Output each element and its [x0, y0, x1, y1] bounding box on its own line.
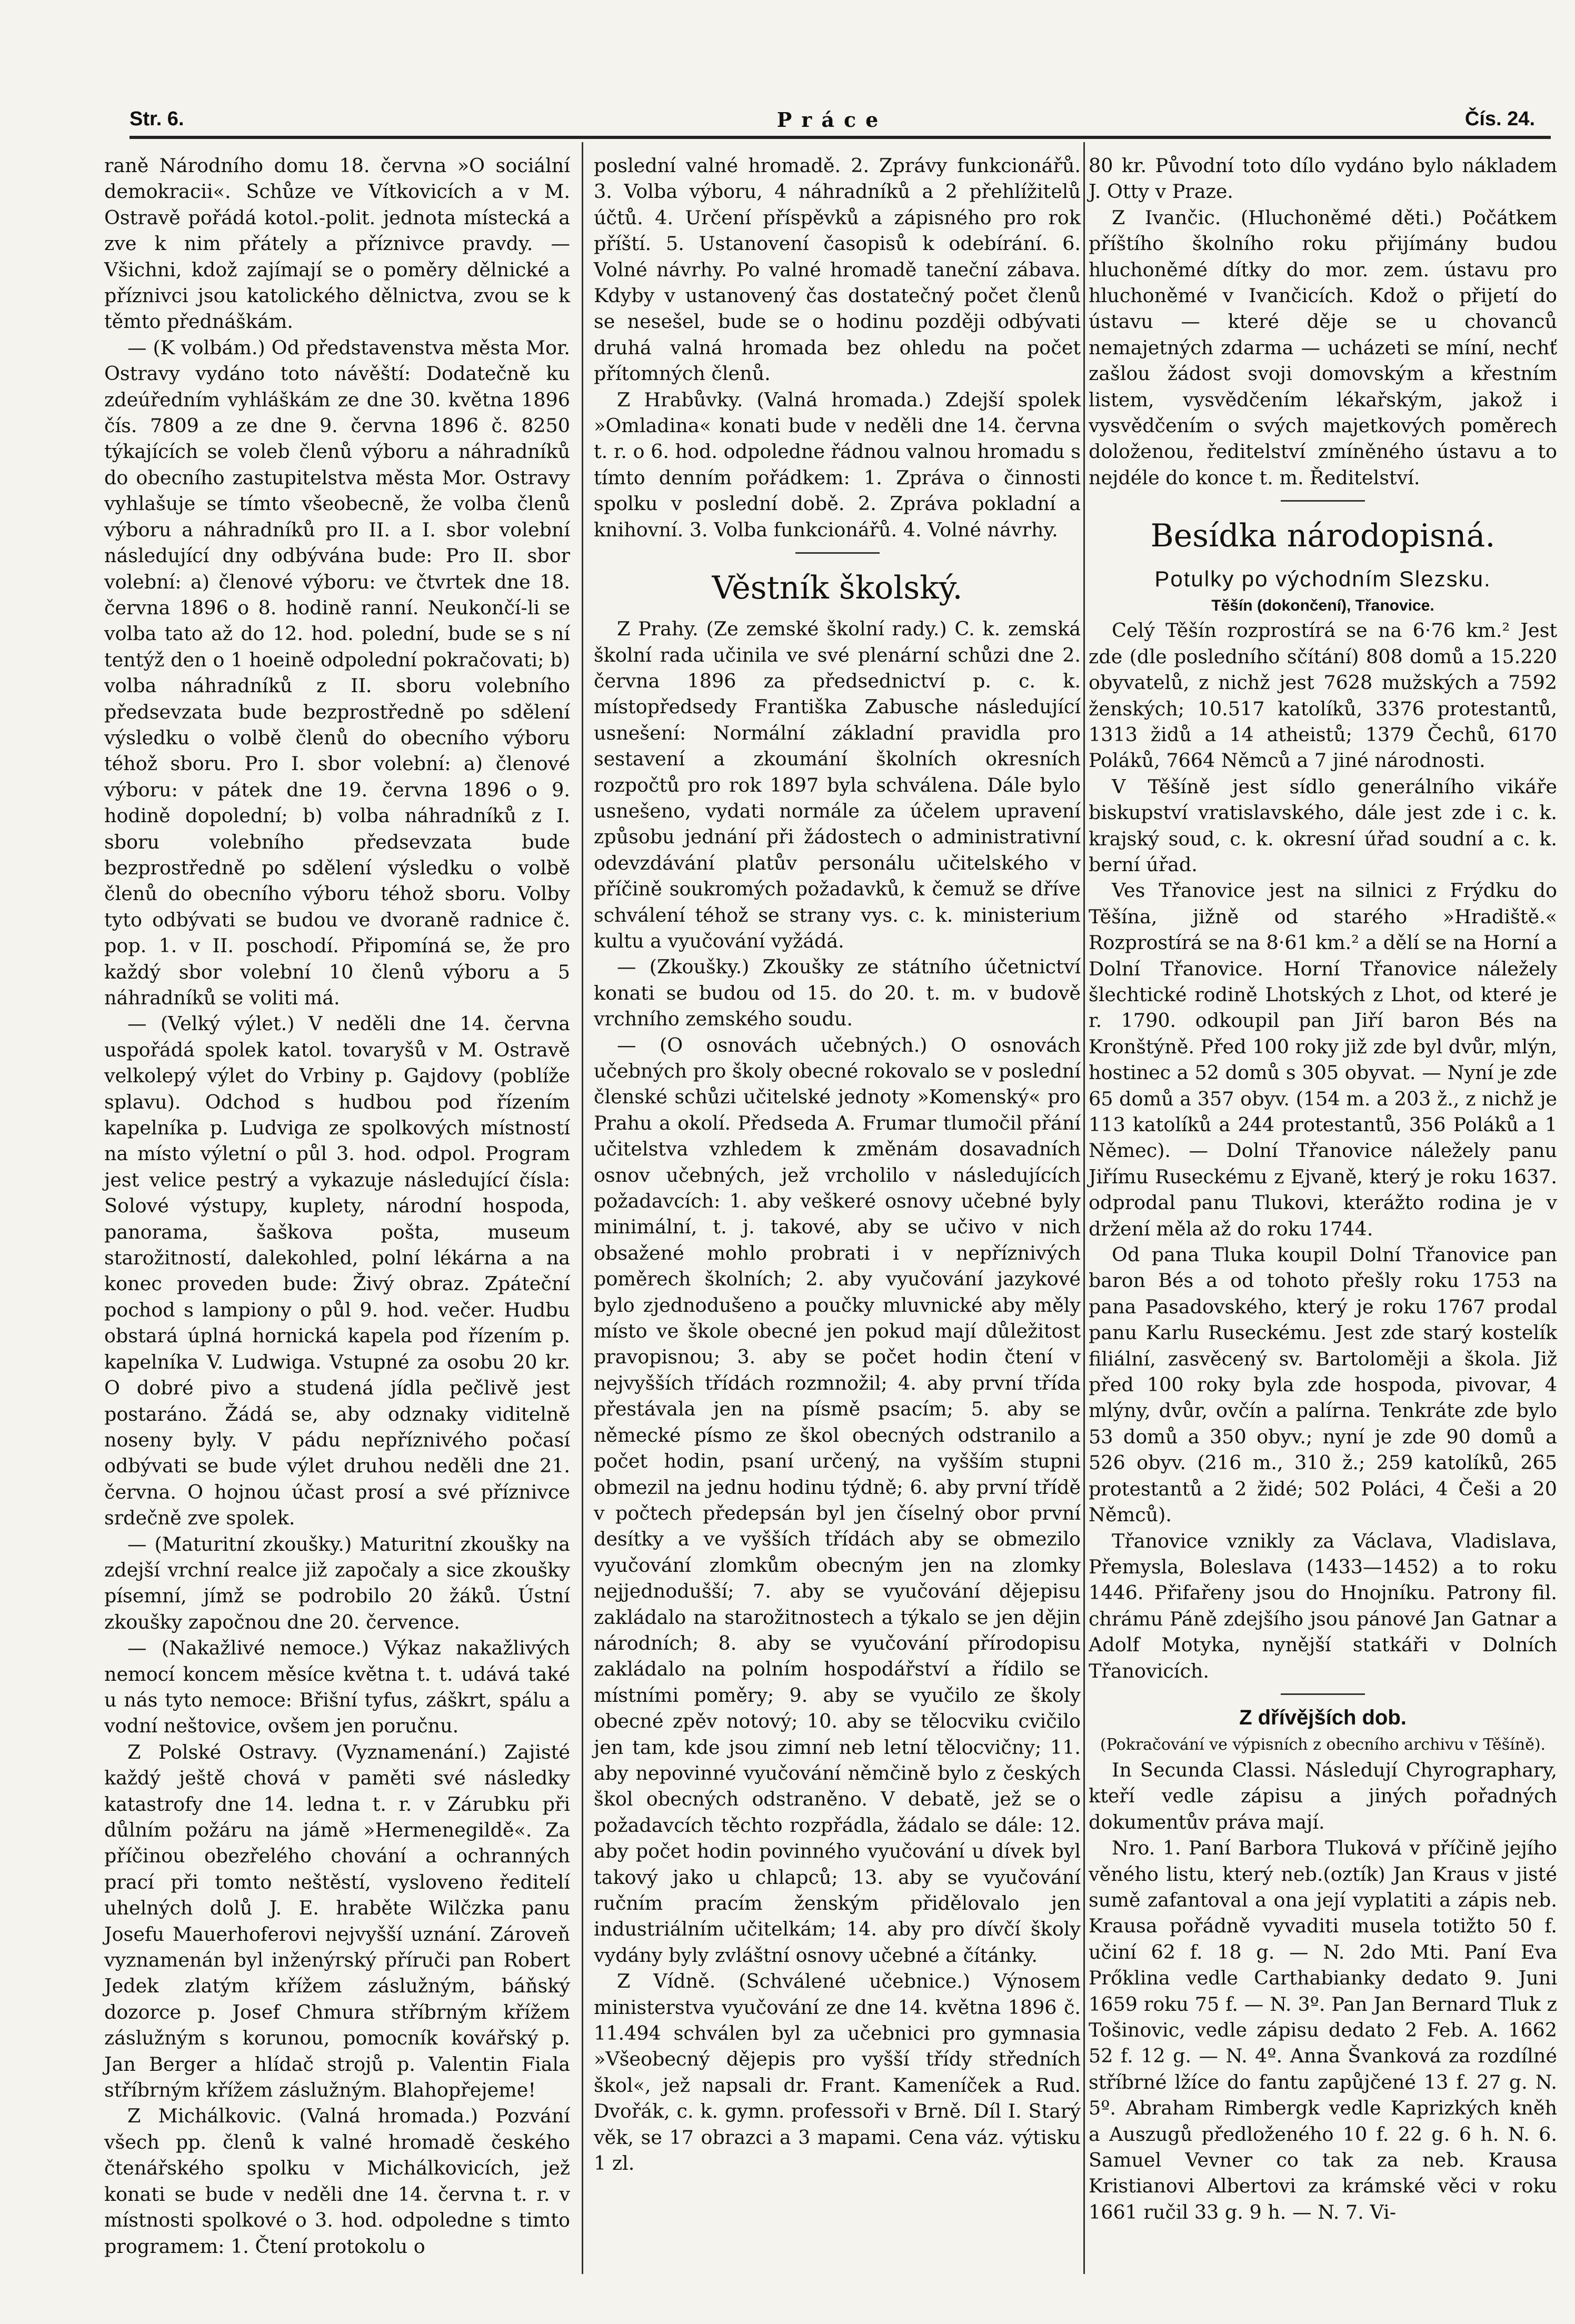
- paragraph: — (K volbám.) Od představenstva města Mor. Ostravy vydáno toto návěští: Dodatečně ku zdeúředním vyhláškám ze dne 30. května 1896 čís. 7809 a ze dne 9. června 1896 č. 8250 týkajících se voleb členů výboru a náhradníků do obecního zastupitelstva města Mor. Ostravy vyhlašuje se tímto všeobecně, že volba členů výboru a náhradníků pro II. a I. sbor volební následující dny odbývána bude: Pro II. sbor volební: a) členové výboru: ve čtvrtek dne 18. června 1896 o 8. hodině ranní. Neukončí-li se volba tato až do 12. hod. polední, bude se s ní tentýž den o 1 hoeině odpolední pokračovati; b) volba náhradníků z II. sboru volebního předsevzata bude bezprostředně po sdělení výsledku o volbě členů do obecního výboru téhož sboru. Pro I. sbor volební: a) členové výboru: v pátek dne 19. června 1896 o 9. hodině dopolední; b) volba náhradníků z I. sboru volebního předsevzata bude bezprostředně po sdělení výsledku o volbě členů do obecního výboru téhož sboru. Volby tyto odbývati se budou ve dvoraně radnice č. pop. 1. v II. poschodí. Připomíná se, že pro každý sbor volební 10 členů výboru a 5 náhradníků se voliti má.: [104, 336, 570, 1009]
- section-heading: Z dřívějších dob.: [1239, 1705, 1407, 1729]
- paragraph: Z Polské Ostravy. (Vyznamenání.) Zajisté každý ještě chová v paměti své následky katastrofy dne 14. ledna t. r. v Zárubku při důlním požáru na jámě »Hermenegildě«. Za příčinou obezřelého chování a ochranných prací při tomto neštěstí, vysloveno ředitelí uhelných dolů J. E. hraběte Wilčzka panu Josefu Mauerhoferovi nejvyšší uznání. Zároveň vyznamenán byl inženýrský příruči pan Robert Jedek zlatým křížem záslužným, báňský dozorce p. Josef Chmura stříbrným křížem záslužným s korunou, pomocník kovářský p. Jan Berger a hlídač strojů p. Valentin Fiala stříbrným křížem záslužným. Blahopřejeme!: [104, 1740, 570, 2102]
- column-divider: [582, 142, 583, 2274]
- paragraph: V Těšíně jest sídlo generálního vikáře biskupství vratislavského, dále jest zde i c. k. krajský soud, c. k. okresní úřad soudní a c. k. berní úřad.: [1089, 775, 1557, 876]
- column-3: [1089, 153, 1557, 2225]
- page-number: Str. 6.: [129, 108, 184, 130]
- paragraph: — (Velký výlet.) V neděli dne 14. června uspořádá spolek katol. tovaryšů v M. Ostravě velkolepý výlet do Vrbiny p. Gajdovy (poblíže splavu). Odchod s hudbou pod řízením kapelníka p. Ludviga ze spolkových místností na místo výletní o půl 3. hod. odpol. Program jest velice pestrý a vykazuje následující čísla: Solové výstupy, kuplety, národní hospoda, panorama, šaškova pošta, museum starožitností, dalekohled, polní lékárna a na konec proveden bude: Živý obraz. Zpáteční pochod s lampiony o půl 9. hod. večer. Hudbu obstará úplná hornická kapela pod řízením p. kapelníka V. Ludwiga. Vstupné za osobu 20 kr. O dobré pivo a studená jídla pečlivě jest postaráno. Žádá se, aby odznaky viditelně noseny byly. V pádu nepříznivého počasí odbývati se bude výlet druhou neděli dne 21. června. O hojnou účast prosí a své příznivce srdečně zve spolek.: [104, 1012, 570, 1530]
- section-heading: Věstník školský.: [712, 570, 963, 607]
- paragraph: Třanovice vznikly za Václava, Vladislava, Přemysla, Boleslava (1433—1452) a to roku 1446. Přifařeny jsou do Hnojníku. Patrony fil. chrámu Páně zdejšího jsou pánové Jan Gatnar a Adolf Motyka, nynější statkáři v Dolních Třanovicích.: [1089, 1529, 1557, 1682]
- paragraph: — (Maturitní zkoušky.) Maturitní zkoušky na zdejší vrchní realce již započaly a sice zkoušky písemní, jímž se podrobilo 20 žáků. Ústní zkoušky započnou dne 20. července.: [104, 1532, 570, 1633]
- paragraph: — (O osnovách učebných.) O osnovách učebných pro školy obecné rokovalo se v poslední členské schůzi učitelské jednoty »Komenský« pro Prahu a okolí. Předseda A. Frumar tlumočil přání učitelstva vzhledem k změnám dosavadních osnov učebných, jež vrcholilo v následujících požadavcích: 1. aby veškeré osnovy učebné byly minimální, t. j. takové, aby se učivo v nich obsažené mohlo probrati i v nepříznivých poměrech školních; 2. aby vyučování jazykové bylo zjednodušeno a poučky mluvnické aby měly místo ve škole obecné jen pokud mají důležitost pravopisnou; 3. aby se počet hodin čtení v nejvyšších třídách rozmnožil; 4. aby první třída přestávala jen na písmě psacím; 5. aby se německé písmo ze škol obecných odstranilo a počet hodin, psaní určený, na vyšším stupni obmezil na jednu hodinu týdně; 6. aby první třídě v počtech předepsán byl jen číselný obor první desítky a ve vyšších třídách aby se obmezilo vyučování zlomkům obecným jen na zlomky nejjednodušší; 7. aby se vyučování dějepisu zakládalo na starožitnostech a týkalo se jen dějin národních; 8. aby se vyučování přírodopisu zakládalo na polním hospodářství a řídilo se místními poměry; 9. aby se vyučilo ze školy obecné zpěv notový; 10. aby se tělocviku cvičilo jen tam, kde jsou zimní neb letní tělocvičny; 11. aby nepovinné vyučování němčině bylo z českých škol obecných odstraněno. V debatě, jež se o požadavcích těchto rozpřádla, žádalo se dále: 12. aby počet hodin povinného vyučování u dívek byl takový jako u chlapců; 13. aby se vyučování ručním pracím ženským přidělovalo jen industriálním učitelkám; 14. aby pro dívčí školy vydány byly zvláštní osnovy učebné a čítánky.: [594, 1033, 1081, 1967]
- paragraph: Z Ivančic. (Hluchoněmé děti.) Počátkem příštího školního roku přijímány budou hluchoněmé dítky do mor. zem. ústavu pro hluchoněmé v Ivančicích. Kdož o přijetí do ústavu — které děje se u chovanců nemajetných zdarma — ucházeti se míní, nechť zašlou žádost svoji domovským a křestním listem, vysvědčením lékařským, jakož i vysvědčením o svých majetkových poměrech doloženou, ředitelství zmíněného ústavu a to nejdéle do konce t. m. Ředitelství.: [1089, 206, 1557, 489]
- header-rule: [129, 136, 1551, 139]
- paragraph: 80 kr. Původní toto dílo vydáno bylo nákladem J. Otty v Praze.: [1089, 154, 1557, 203]
- journal-title: Práce: [776, 108, 888, 132]
- column-1: [104, 153, 570, 2259]
- column-divider: [1083, 142, 1085, 2274]
- section-divider: [1281, 500, 1365, 502]
- paragraph: poslední valné hromadě. 2. Zprávy funkcionářů. 3. Volba výboru, 4 náhradníků a 2 přehlížitelů účtů. 4. Určení příspěvků a zápisného pro rok příští. 5. Ustanovení časopisů k odebírání. 6. Volné návrhy. Po valné hromadě taneční zábava. Kdyby v ustanovený čas dostatečný počet členů se nesešel, bude se o hodinu později odbývati druhá valná hromada bez ohledu na počet přítomných členů.: [594, 154, 1081, 385]
- paragraph: Nro. 1. Paní Barbora Tluková v příčině jejího věného listu, který neb.(oztík) Jan Kraus v jisté sumě zafantoval a ona její vyplatiti a zápis neb. Krausa pořádně vyvaditi musela totižto 50 f. učiní 62 f. 18 g. — N. 2do Mti. Paní Eva Prőklina vedle Carthabianky dedato 9. Juni 1659 roku 75 f. — N. 3º. Pan Jan Bernard Tluk z Tošinovic, vedle zápisu dedato 2 Feb. A. 1662 52 f. 12 g. — N. 4º. Anna Švanková za rozdílné stříbrné lžíce do fantu zapůjčené 13 f. 27 g. N. 5º. Abraham Rimbergk vedle Kaprizkých kněh a Auszugů předloženého 10 f. 22 g. 6 h. N. 6. Samuel Vevner co tak za neb. Krausa Kristianovi Albertovi za krámské věci v roku 1661 ručil 33 g. 9 h. — N. 7. Vi-: [1089, 1837, 1557, 2223]
- page-header: [129, 108, 1535, 134]
- paragraph: Ves Třanovice jest na silnici z Frýdku do Těšína, jižně od starého »Hradiště.« Rozprostírá se na 8·61 km.² a dělí se na Horní a Dolní Třanovice. Horní Třanovice náležely šlechtické rodině Lhotských z Lhot, od které je r. 1790. odkoupil pan Jiří baron Bés na Kronštýně. Před 100 roky již zde byl dvůr, mlýn, hostinec a 52 domů s 305 obyvat. — Nyní je zde 65 domů a 357 obyv. (154 m. a 203 ž., z nichž je 113 katolíků a 244 protestantů, 356 Poláků a 1 Němec). — Dolní Třanovice náležely panu Jiřímu Ruseckému z Ejvaně, který je roku 1637. odprodal panu Tlukovi, kterážto rodina je v držení měla až do roku 1744.: [1089, 879, 1557, 1240]
- paragraph: In Secunda Classi. Následují Chyrographary, kteří vedle zápisu a jiných pořadných dokumentův práva mají.: [1089, 1758, 1557, 1833]
- section-divider: [1281, 1693, 1365, 1695]
- paragraph: Z Hrabůvky. (Valná hromada.) Zdejší spolek »Omladina« konati bude v neděli dne 14. června t. r. o 6. hod. odpoledne řádnou valnou hromadu s tímto denním pořádkem: 1. Zpráva o činnosti spolku v poslední době. 2. Zpráva pokladní a knihovní. 3. Volba funkcionářů. 4. Volné návrhy.: [594, 388, 1081, 541]
- paragraph: Z Michálkovic. (Valná hromada.) Pozvání všech pp. členů k valné hromadě českého čtenářského spolku v Michálkovicích, jež konati se bude v neděli dne 14. června t. r. v místnosti spolkové o 3. hod. odpoledne s timto programem: 1. Čtení protokolu o: [104, 2104, 570, 2258]
- section-heading: Besídka národopisná.: [1150, 517, 1496, 555]
- paragraph: Od pana Tluka koupil Dolní Třanovice pan baron Bés a od tohoto přešly roku 1753 na pana Pasadovského, který je roku 1767 prodal panu Karlu Ruseckému. Jest zde starý kostelík filiální, zasvěcený sv. Bartoloměji a škola. Již před 100 roky byla zde hospoda, pivovar, 4 mlýny, dvůr, ovčín a palírna. Tenkráte zde bylo 53 domů a 350 obyv.; nyní je zde 90 domů a 526 obyv. (216 m., 310 ž.; 259 katolíků, 265 protestantů a 2 židé; 502 Poláci, 4 Češi a 20 Němců).: [1089, 1243, 1557, 1527]
- section-divider: [795, 552, 880, 554]
- paragraph: raně Národního domu 18. června »O sociální demokracii«. Schůze ve Vítkovicích a v M. Ostravě pořádá kotol.-polit. jednota místecká a zve k nim přátely a příznivce pravdy. — Všichni, kdož zajímají se o poměry dělnické a příznivci jsou katolického dělnictva, zvou se k těmto přednáškám.: [104, 154, 570, 333]
- section-byline: Těšín (dokončení), Třanovice.: [1211, 597, 1434, 615]
- paragraph: — (Nakažlivé nemoce.) Výkaz nakažlivých nemocí koncem měsíce května t. t. udává také u nás tyto nemoce: Břišní tyfus, záškrt, spálu a vodní neštovice, ovšem jen poručnu.: [104, 1637, 570, 1738]
- paragraph: Z Prahy. (Ze zemské školní rady.) C. k. zemská školní rada učinila ve své plenární schůzi dne 2. června 1896 za předsednictví p. c. k. místopředsedy Františka Zabusche následující usnešení: Normální základní pravidla pro sestavení a zkoumání školních okresních rozpočtů pro rok 1897 byla schválena. Dále bylo usnešeno, vydati normále za účelem upravení způsobu jednání při žádostech o administrativní odevzdávání platův personálu učitelského v příčině soukromých požadavků, k čemuž se dříve schválení téhož se strany vys. c. k. ministerium kultu a vyučování vyžádá.: [594, 617, 1081, 952]
- paragraph: Celý Těšín rozprostírá se na 6·76 km.² Jest zde (dle posledního sčítání) 808 domů a 15.220 obyvatelů, z nichž jest 7628 mužských a 7592 ženských; 10.517 katolíků, 3376 protestantů, 1313 židů a 14 atheistů; 1379 Čechů, 6170 Poláků, 7664 Němců a 7 jiné národnosti.: [1089, 619, 1557, 772]
- paragraph: — (Zkoušky.) Zkoušky ze státního účetnictví konati se budou od 15. do 20. t. m. v budově vrchního zemského soudu.: [594, 955, 1081, 1031]
- paragraph: Z Vídně. (Schválené učebnice.) Výnosem ministerstva vyučování ze dne 14. května 1896 č. 11.494 schválen byl za učebnici pro gymnasia »Všeobecný dějepis pro vyšší třídy středních škol«, jež napsali dr. Frant. Kameníček a Rud. Dvořák, c. k. gymn. professoři v Brně. Díl I. Starý věk, se 17 obrazci a 3 mapami. Cena váz. výtisku 1 zl.: [594, 1970, 1081, 2175]
- section-note: (Pokračování ve výpisních z obecního archivu v Těšíně).: [1100, 1735, 1546, 1754]
- column-2: [594, 153, 1081, 2176]
- section-subheading: Potulky po východním Slezsku.: [1154, 566, 1491, 592]
- issue-number: Čís. 24.: [1464, 108, 1535, 130]
